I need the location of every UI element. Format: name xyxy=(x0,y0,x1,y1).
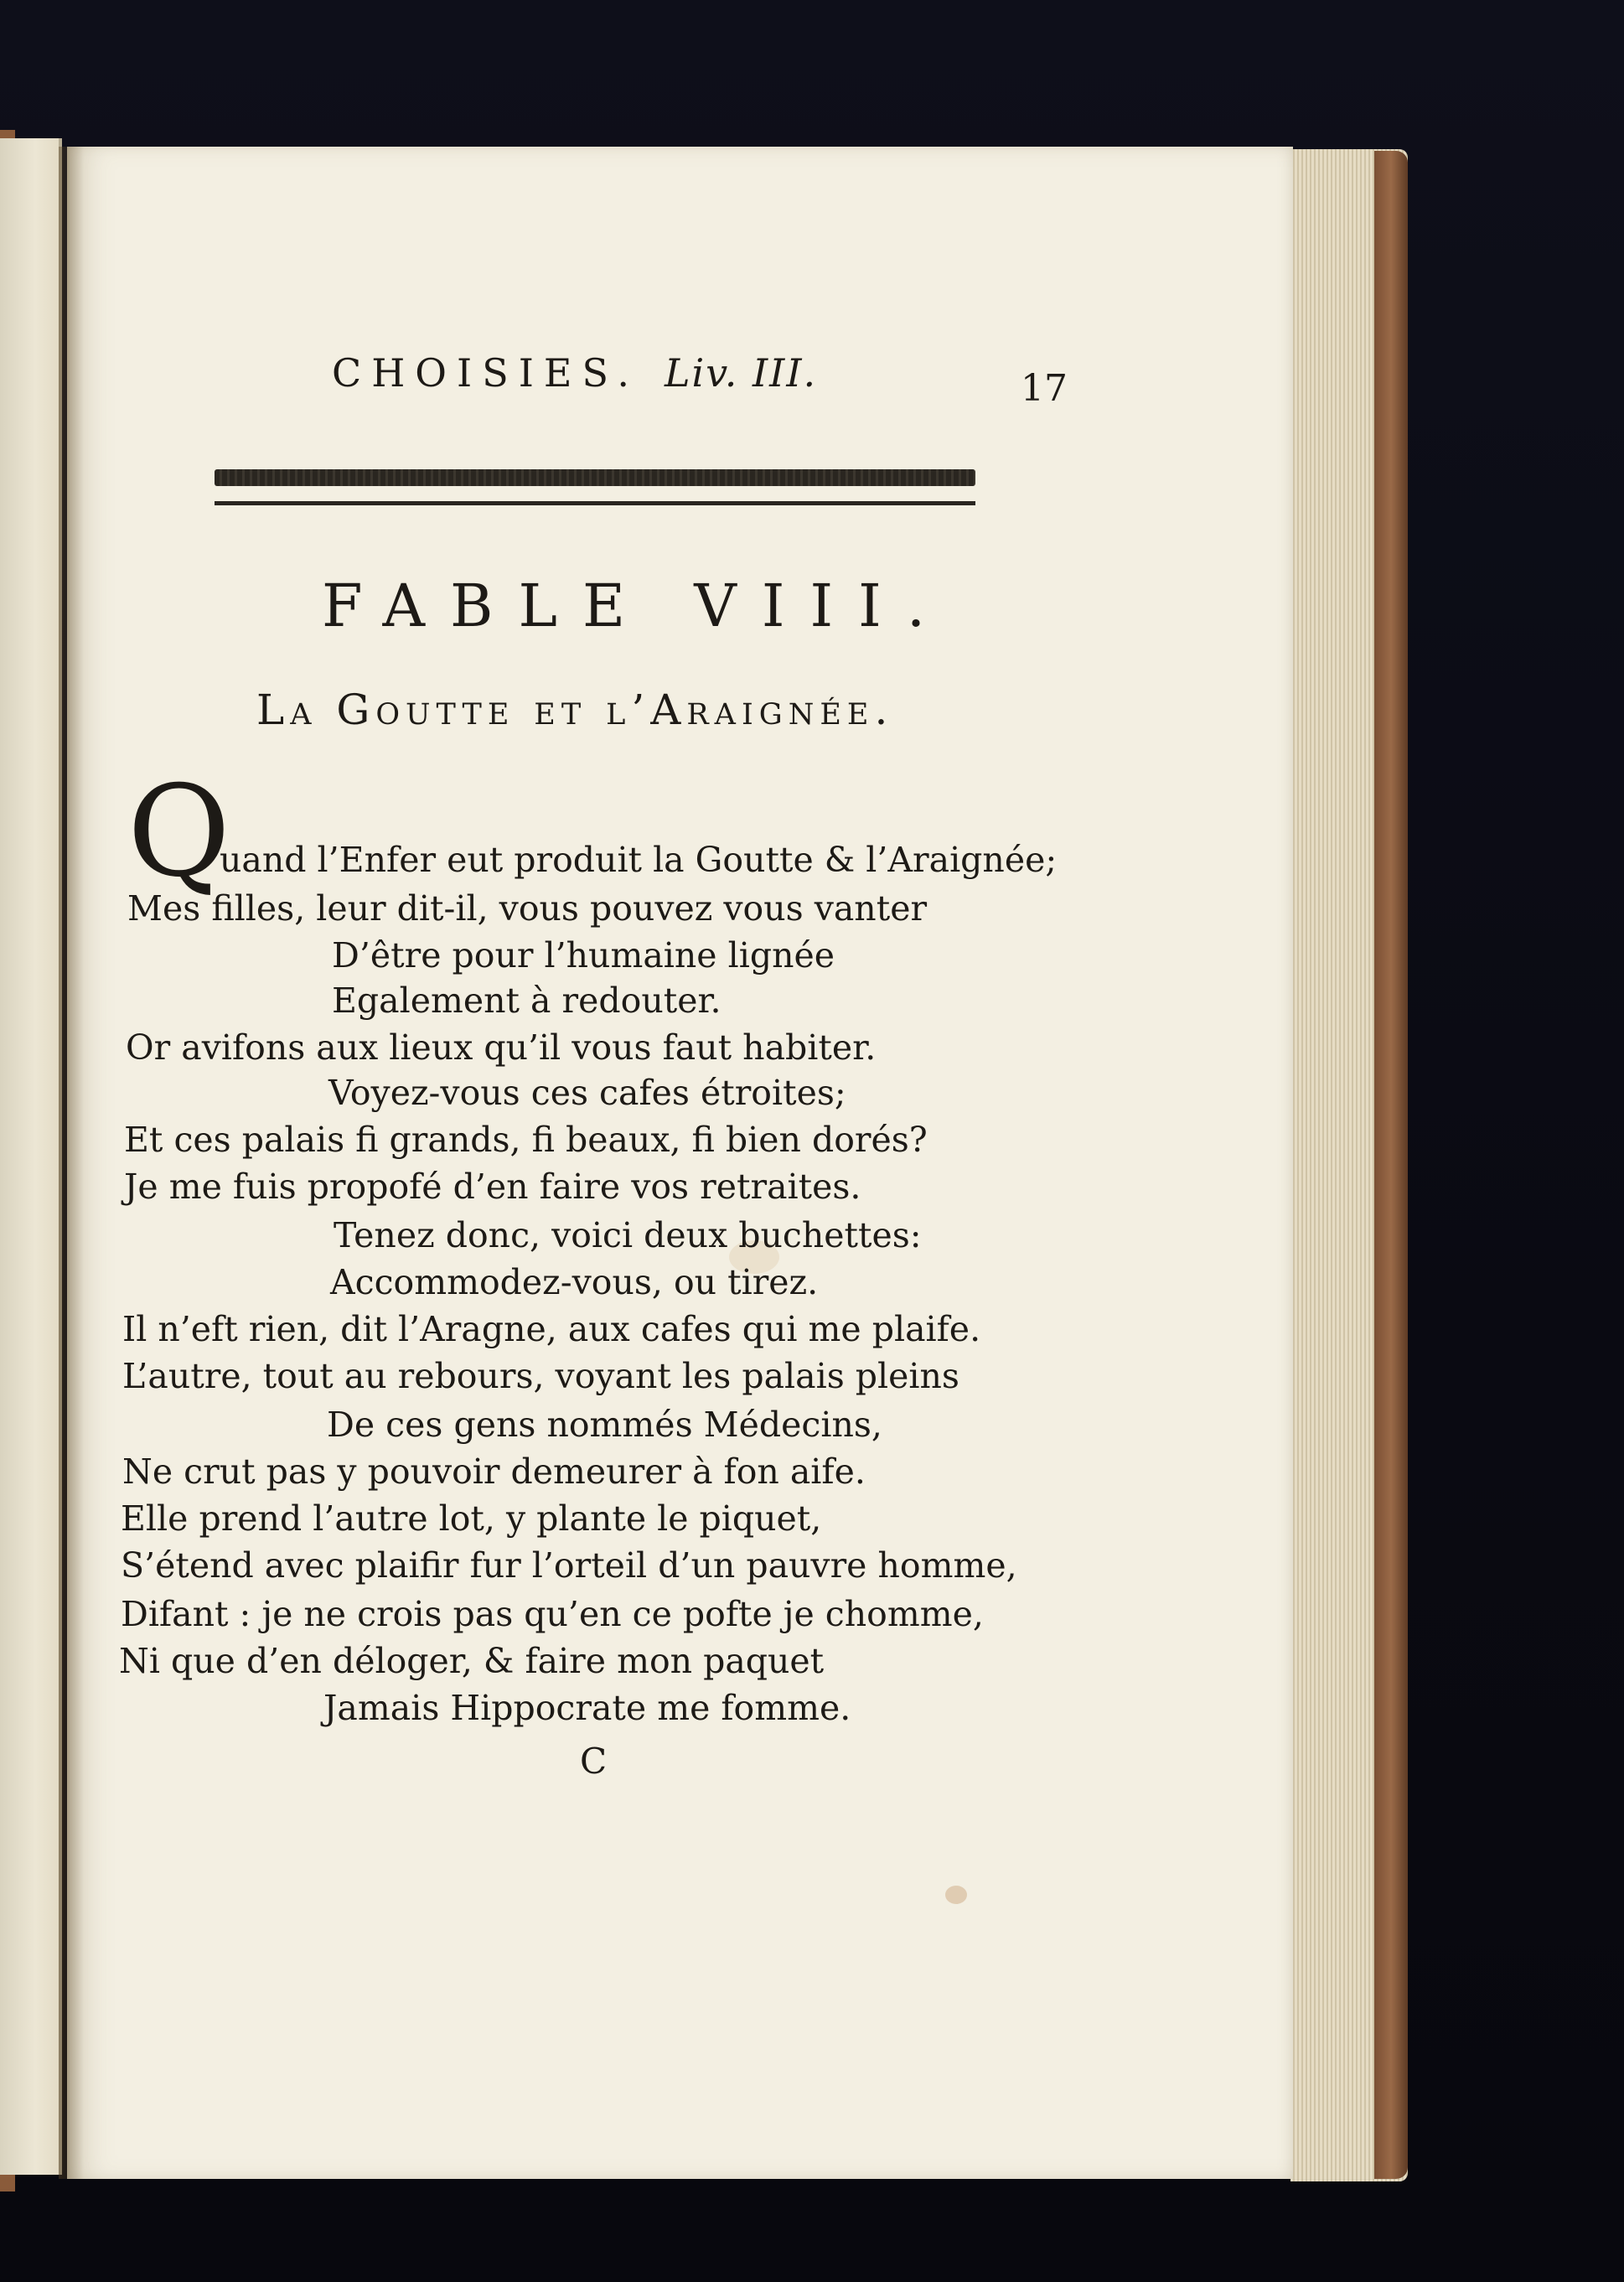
foxing-spot xyxy=(945,1886,967,1904)
verse-line: Mes filles, leur dit-il, vous pouvez vous vanter xyxy=(127,888,928,929)
running-head-title: CHOISIES. xyxy=(332,350,639,396)
book-page xyxy=(67,147,1293,2179)
page-number: 17 xyxy=(1021,367,1068,410)
ornamental-rule-thin xyxy=(215,501,975,505)
verse-line: Or avifons aux lieux qu’il vous faut habiter. xyxy=(126,1027,877,1068)
verse-line: Egalement à redouter. xyxy=(332,981,721,1021)
verse-line: L’autre, tout au rebours, voyant les palais pleins xyxy=(122,1356,959,1396)
right-cover xyxy=(1374,151,1408,2179)
gutter-shadow xyxy=(59,147,84,2179)
verse-line: Tenez donc, voici deux buchettes: xyxy=(334,1215,922,1255)
verse-line: De ces gens nommés Médecins, xyxy=(327,1405,882,1445)
fable-subtitle: La Goutte et l’Araignée. xyxy=(256,686,894,734)
verse-line: Elle prend l’autre lot, y plante le piquet, xyxy=(121,1498,822,1539)
verse-line: D’être pour l’humaine lignée xyxy=(332,935,835,975)
verse-line: Jamais Hippocrate me fomme. xyxy=(323,1688,851,1728)
verse-line: Ne crut pas y pouvoir demeurer à fon aife. xyxy=(122,1451,866,1492)
ornamental-rule-thick xyxy=(215,469,975,486)
verse-line: Je me fuis propofé d’en faire vos retraites. xyxy=(124,1167,861,1207)
previous-page-edge xyxy=(0,138,62,2175)
verse-line: S’étend avec plaifir fur l’orteil d’un pauvre homme, xyxy=(121,1545,1017,1586)
verse-line: Voyez-vous ces cafes étroites; xyxy=(328,1073,846,1113)
verse-line: Accommodez-vous, ou tirez. xyxy=(330,1262,819,1302)
verse-line: Et ces palais fi grands, fi beaux, fi bien dorés? xyxy=(124,1120,928,1160)
verse-line: uand l’Enfer eut produit la Goutte & l’Araignée; xyxy=(220,840,1058,880)
verse-line: Il n’eft rien, dit l’Aragne, aux cafes qui me plaife. xyxy=(122,1309,981,1349)
running-head-section: Liv. III. xyxy=(664,350,818,396)
verse-line: Ni que d’en déloger, & faire mon paquet xyxy=(119,1641,825,1681)
verse-line: Difant : je ne crois pas qu’en ce pofte je chomme, xyxy=(121,1594,984,1634)
catchword: C xyxy=(580,1741,608,1782)
running-head xyxy=(332,350,817,396)
drop-cap: Q xyxy=(127,759,230,905)
fable-title: FABLE VIII. xyxy=(322,572,951,640)
